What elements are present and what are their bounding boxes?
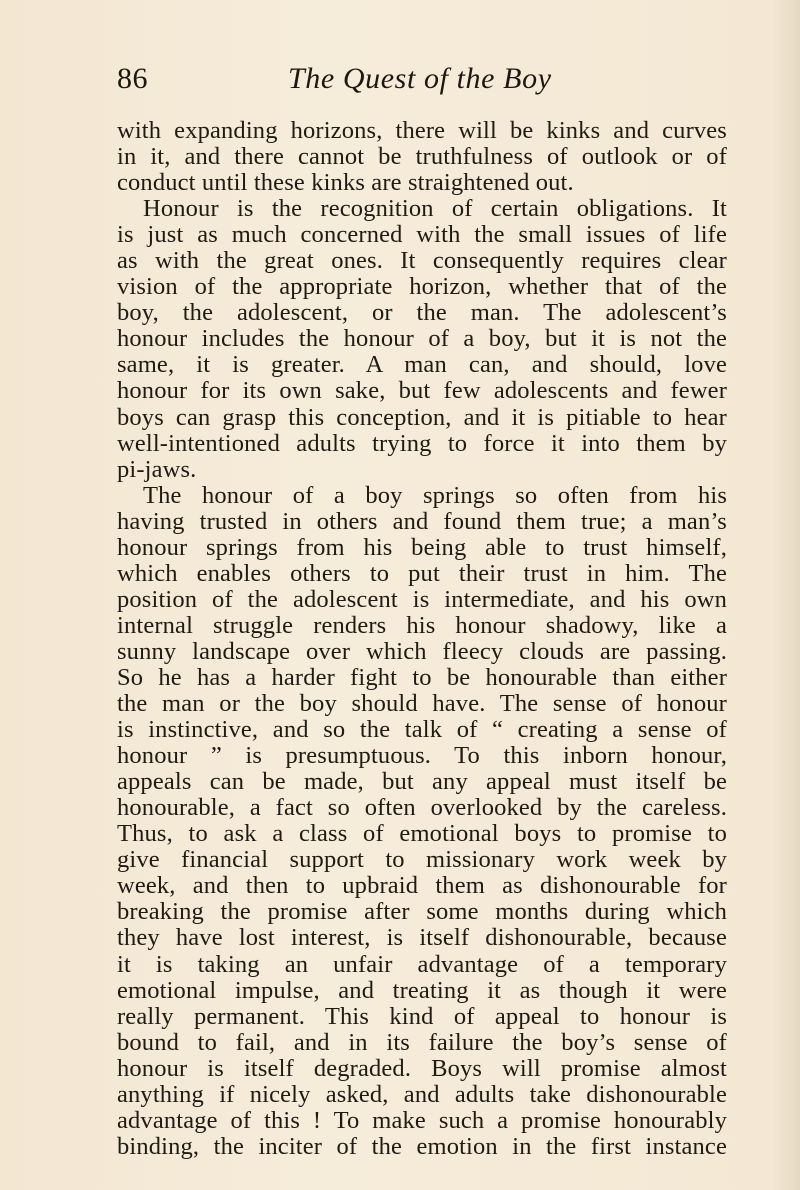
text-line: honour ” is presumptuous. To this inborn honour, <box>117 742 727 770</box>
text-line: boy, the adolescent, or the man. The adolescent’s <box>117 299 727 327</box>
page-edge-shadow <box>772 0 800 1190</box>
text-line: with expanding horizons, there will be kinks and curves <box>117 117 727 144</box>
text-line: give financial support to missionary work week by <box>117 846 727 874</box>
text-line: in it, and there cannot be truthfulness of outlook or of <box>117 143 727 171</box>
text-line: conduct until these kinks are straightened out. <box>117 169 574 197</box>
text-line: appeals can be made, but any appeal must itself be <box>117 768 727 796</box>
text-line: which enables others to put their trust in him. The <box>117 559 727 587</box>
text-line: sunny landscape over which fleecy clouds are passing. <box>117 637 727 665</box>
text-line: really permanent. This kind of appeal to honour is <box>117 1002 727 1030</box>
text-line: well-intentioned adults trying to force it into them by <box>117 429 727 457</box>
text-line: pi-jaws. <box>117 455 197 483</box>
text-line: honour for its own sake, but few adolescents and fewer <box>117 377 727 405</box>
text-line: The honour of a boy springs so often from his <box>143 481 727 509</box>
running-title: The Quest of the Boy <box>288 62 552 95</box>
text-line: as with the great ones. It consequently requires clear <box>117 247 727 275</box>
text-line: advantage of this ! To make such a promise honourably <box>117 1106 727 1134</box>
page-header <box>117 62 727 102</box>
text-line: anything if nicely asked, and adults take dishonourable <box>117 1080 727 1108</box>
text-line: honour springs from his being able to trust himself, <box>117 533 727 561</box>
text-line: binding, the inciter of the emotion in the first instance <box>117 1132 727 1160</box>
text-line: So he has a harder fight to be honourable than either <box>117 663 727 691</box>
text-line: emotional impulse, and treating it as though it were <box>117 976 727 1004</box>
text-line: internal struggle renders his honour shadowy, like a <box>117 611 727 639</box>
text-line: having trusted in others and found them true; a man’s <box>117 507 727 535</box>
text-line: the man or the boy should have. The sense of honour <box>117 690 727 718</box>
text-line: position of the adolescent is intermediate, and his own <box>117 585 727 613</box>
text-line: vision of the appropriate horizon, whether that of the <box>117 273 727 301</box>
text-line: boys can grasp this conception, and it is pitiable to hear <box>117 403 727 431</box>
text-line: honour includes the honour of a boy, but it is not the <box>117 325 727 353</box>
text-line: they have lost interest, is itself dishonourable, because <box>117 924 727 952</box>
page-number: 86 <box>117 62 148 95</box>
text-line: honourable, a fact so often overlooked by the careless. <box>117 794 727 822</box>
text-line: week, and then to upbraid them as dishonourable for <box>117 872 727 900</box>
body-text <box>117 118 727 1160</box>
text-line: Honour is the recognition of certain obligations. It <box>143 195 727 223</box>
text-line: it is taking an unfair advantage of a temporary <box>117 950 727 978</box>
text-line: is instinctive, and so the talk of “ creating a sense of <box>117 716 727 744</box>
text-line: same, it is greater. A man can, and should, love <box>117 351 727 379</box>
text-line: Thus, to ask a class of emotional boys to promise to <box>117 820 727 848</box>
text-line: breaking the promise after some months during which <box>117 898 727 926</box>
text-line: honour is itself degraded. Boys will promise almost <box>117 1054 727 1082</box>
text-line: bound to fail, and in its failure the boy’s sense of <box>117 1028 727 1056</box>
text-line: is just as much concerned with the small issues of life <box>117 221 727 249</box>
